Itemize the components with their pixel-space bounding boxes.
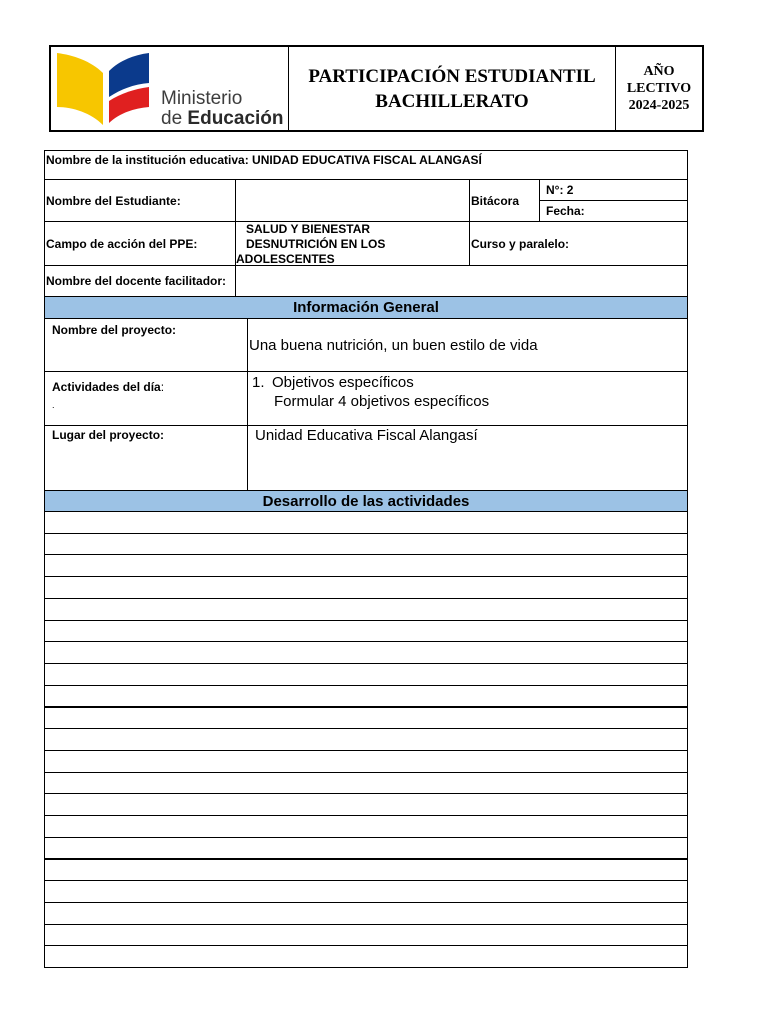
development-row[interactable] — [44, 945, 688, 968]
campo-value-line-3: ADOLESCENTES — [236, 252, 335, 266]
development-row[interactable] — [44, 533, 688, 556]
bitacora-number[interactable]: N°: 2 — [539, 179, 688, 201]
brand-prefix: de — [161, 108, 188, 129]
development-row[interactable] — [44, 902, 688, 925]
development-row[interactable] — [44, 859, 688, 882]
development-row[interactable] — [44, 750, 688, 773]
document-title-line-2: BACHILLERATO — [375, 90, 529, 112]
activities-item-title: Objetivos específicos — [272, 374, 414, 391]
teacher-field[interactable] — [235, 265, 688, 297]
institution-value[interactable]: UNIDAD EDUCATIVA FISCAL ALANGASÍ — [248, 153, 482, 167]
bitacora-label: Bitácora — [469, 179, 540, 222]
activities-item-detail: Formular 4 objetivos específicos — [274, 393, 490, 410]
general-info-heading: Información General — [44, 296, 688, 319]
development-row[interactable] — [44, 880, 688, 903]
development-row[interactable] — [44, 576, 688, 599]
activities-colon: : — [160, 380, 165, 394]
activities-item-number: 1. — [252, 374, 265, 391]
teacher-label: Nombre del docente facilitador: — [44, 265, 236, 297]
project-name-value[interactable]: Una buena nutrición, un buen estilo de vida — [247, 318, 688, 372]
project-name-label: Nombre del proyecto: — [44, 318, 248, 372]
activities-item — [248, 373, 687, 392]
development-row[interactable] — [44, 641, 688, 664]
development-row[interactable] — [44, 837, 688, 860]
institution-label: Nombre de la institución educativa: — [46, 153, 249, 167]
activities-dot: . — [52, 400, 55, 410]
campo-value[interactable] — [235, 221, 470, 266]
school-year-cell — [616, 47, 702, 130]
development-row[interactable] — [44, 598, 688, 621]
ministerio-logo-icon — [55, 51, 151, 127]
year-line-1: AÑO — [643, 64, 675, 79]
development-row[interactable] — [44, 554, 688, 577]
development-row[interactable] — [44, 793, 688, 816]
activities-label: Actividades del día — [52, 380, 161, 394]
development-row[interactable] — [44, 620, 688, 643]
brand-bold: Educación — [187, 108, 284, 129]
student-name-field[interactable] — [235, 179, 470, 222]
title-cell — [289, 47, 616, 130]
development-row[interactable] — [44, 663, 688, 686]
document-header — [49, 45, 704, 132]
development-row[interactable] — [44, 772, 688, 795]
development-row[interactable] — [44, 924, 688, 947]
location-value[interactable]: Unidad Educativa Fiscal Alangasí — [247, 425, 688, 491]
year-line-3: 2024-2025 — [628, 98, 690, 113]
logo-cell — [51, 47, 289, 130]
campo-label: Campo de acción del PPE: — [44, 221, 236, 266]
development-row[interactable] — [44, 707, 688, 730]
activities-value[interactable] — [247, 371, 688, 426]
institution-row — [44, 150, 688, 180]
development-row[interactable] — [44, 815, 688, 838]
development-row[interactable] — [44, 728, 688, 751]
location-label: Lugar del proyecto: — [44, 425, 248, 491]
year-line-2: LECTIVO — [626, 81, 692, 96]
development-row[interactable] — [44, 511, 688, 534]
campo-value-line-1: SALUD Y BIENESTAR — [246, 222, 371, 236]
development-row[interactable] — [44, 685, 688, 708]
course-field[interactable]: Curso y paralelo: — [469, 221, 688, 266]
campo-value-line-2: DESNUTRICIÓN EN LOS — [246, 237, 386, 251]
development-heading: Desarrollo de las actividades — [44, 490, 688, 512]
student-label: Nombre del Estudiante: — [44, 179, 236, 222]
document-title-line-1: PARTICIPACIÓN ESTUDIANTIL — [308, 65, 596, 87]
brand-line-2 — [161, 109, 284, 129]
activities-label-cell — [44, 371, 248, 426]
date-field[interactable]: Fecha: — [539, 200, 688, 222]
brand-line-1: Ministerio — [161, 88, 243, 109]
